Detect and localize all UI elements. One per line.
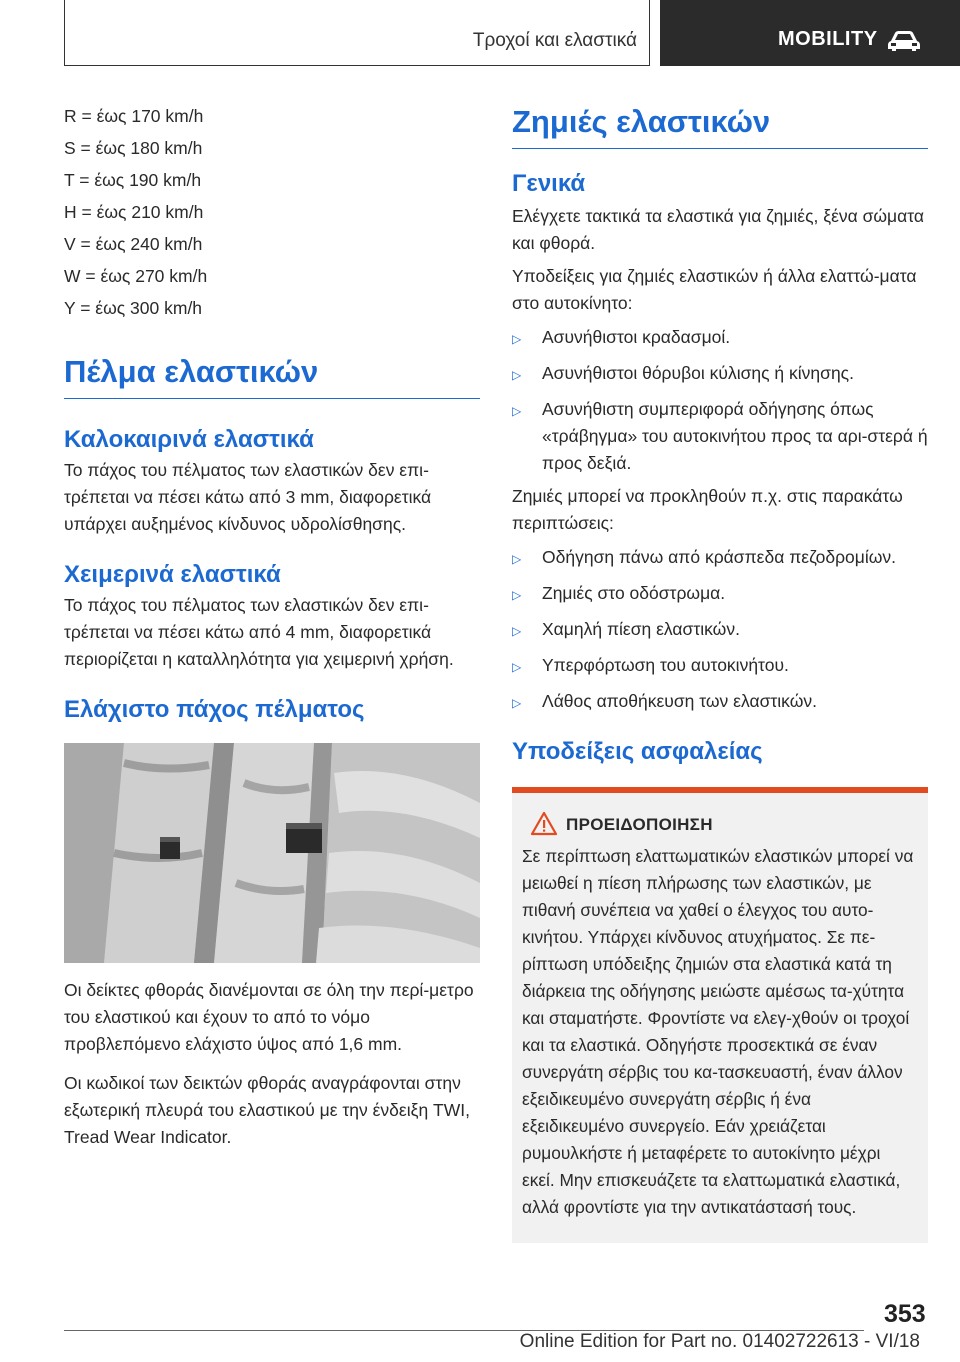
bullet-triangle-icon: ▷: [512, 368, 522, 382]
bullet-triangle-icon: ▷: [512, 404, 522, 418]
list-item: ▷ Χαμηλή πίεση ελαστικών.: [512, 616, 928, 645]
tire-tread-illustration: [64, 743, 480, 963]
speed-rating-w: W = έως 270 km/h: [64, 266, 208, 286]
tread-wear-indicator-photo: [64, 743, 480, 963]
left-column: [64, 100, 480, 1151]
bullet-triangle-icon: ▷: [512, 588, 522, 602]
mobility-tab[interactable]: [660, 0, 960, 66]
edition-footer: Online Edition for Part no. 01402722613 - VI/18: [519, 1331, 920, 1352]
warning-box: [512, 787, 928, 1243]
speed-rating-t: T = έως 190 km/h: [64, 170, 202, 190]
page-number: 353: [884, 1300, 926, 1328]
damage-causes-list: [512, 544, 928, 717]
bullet-triangle-icon: ▷: [512, 552, 522, 566]
car-icon: [886, 29, 922, 53]
warning-text: Σε περίπτωση ελαττωματικών ελαστικών μπορεί να μειωθεί η πίεση πλήρωσης των ελαστικών, με πιθανή συνέπεια να χαθεί ο έλεγχος του αυτο-κινήτου. Υπάρχει κίνδυνος ατυχήματος. Σε πε-ρίπτωση υπόδειξης ζημιών στα ελαστικά κατά τη διάρκεια της οδήγησης μειώστε αμέσως τα-χύτητα και σταματήστε. Φροντίστε να ελεγ-χθούν οι τροχοί και τα ελαστικά. Οδηγήστε προσεκτικά σε έναν συνεργάτη σέρβις του κα-τασκευαστή, έναν άλλον εξειδικευμένο συνεργάτη σέρβις ή ένα εξειδικευμένο συνεργείο. Εάν χρειάζεται ρυμουλκήστε ή μεταφέρετε το αυτοκίνητο μέχρι εκεί. Μην επισκευάζετε τα ελαττωματικά ελαστικά, αλλά φροντίστε για την αντικατάστασή τους.: [522, 846, 914, 1217]
winter-tires-text: Το πάχος του πέλματος των ελαστικών δεν επι-τρέπεται να πέσει κάτω από 4 mm, διαφορετικά περιορίζεται η καταλληλότητα για χειμερινή χρήση.: [64, 595, 454, 669]
tread-heading: Πέλμα ελαστικών: [64, 352, 480, 399]
summer-tires-heading: Καλοκαιρινά ελαστικά: [64, 426, 314, 453]
mobility-tab-label: MOBILITY: [778, 28, 878, 50]
section-title: Τροχοί και ελαστικά: [472, 30, 637, 51]
general-text-1: Ελέγχετε τακτικά τα ελαστικά για ζημιές, ξένα σώματα και φθορά.: [512, 206, 925, 253]
general-heading: Γενικά: [512, 170, 586, 197]
safety-notes-heading: Υποδείξεις ασφαλείας: [512, 738, 763, 765]
speed-rating-s: S = έως 180 km/h: [64, 138, 203, 158]
speed-rating-h: H = έως 210 km/h: [64, 202, 204, 222]
list-item: ▷ Οδήγηση πάνω από κράσπεδα πεζοδρομίων.: [512, 544, 928, 573]
bullet-triangle-icon: ▷: [512, 332, 522, 346]
list-item: ▷ Υπερφόρτωση του αυτοκινήτου.: [512, 652, 928, 681]
warning-title: ΠΡΟΕΙΔΟΠΟΙΗΣΗ: [566, 815, 713, 834]
twi-text: Οι κωδικοί των δεικτών φθοράς αναγράφονται στην εξωτερική πλευρά του ελαστικού με την ένδειξη TWI, Tread Wear Indicator.: [64, 1073, 470, 1147]
warning-header: [522, 815, 914, 835]
list-item: ▷ Ασυνήθιστοι θόρυβοι κύλισης ή κίνησης.: [512, 360, 928, 389]
tire-damage-heading: Ζημιές ελαστικών: [512, 102, 928, 149]
bullet-triangle-icon: ▷: [512, 624, 522, 638]
warning-triangle-icon: [530, 811, 558, 836]
bullet-triangle-icon: ▷: [512, 660, 522, 674]
list-item: ▷ Ασυνήθιστη συμπεριφορά οδήγησης όπως «τράβηγμα» του αυτοκινήτου προς τα αρι-στερά ή προς δεξιά.: [512, 396, 928, 477]
damage-signs-list: [512, 324, 928, 477]
general-text-2: Υποδείξεις για ζημιές ελαστικών ή άλλα ελαττώ-ματα στο αυτοκίνητο:: [512, 266, 917, 313]
header-frame: [64, 0, 650, 66]
list-item: ▷ Λάθος αποθήκευση των ελαστικών.: [512, 688, 928, 717]
damage-causes-intro: Ζημιές μπορεί να προκληθούν π.χ. στις παρακάτω περιπτώσεις:: [512, 486, 903, 533]
list-item: ▷ Ασυνήθιστοι κραδασμοί.: [512, 324, 928, 353]
right-column: [512, 100, 928, 1243]
wear-indicator-text: Οι δείκτες φθοράς διανέμονται σε όλη την περί-μετρο του ελαστικού και έχουν το από το νόμο προβλεπόμενο ελάχιστο ύψος από 1,6 mm.: [64, 980, 474, 1054]
min-tread-depth-heading: Ελάχιστο πάχος πέλματος: [64, 696, 365, 723]
speed-rating-y: Y = έως 300 km/h: [64, 298, 203, 318]
bullet-triangle-icon: ▷: [512, 696, 522, 710]
speed-rating-r: R = έως 170 km/h: [64, 106, 204, 126]
list-item: ▷ Ζημιές στο οδόστρωμα.: [512, 580, 928, 609]
winter-tires-heading: Χειμερινά ελαστικά: [64, 561, 281, 588]
speed-rating-v: V = έως 240 km/h: [64, 234, 203, 254]
speed-rating-list: [64, 100, 480, 324]
summer-tires-text: Το πάχος του πέλματος των ελαστικών δεν επι-τρέπεται να πέσει κάτω από 3 mm, διαφορετικά υπάρχει αυξημένος κίνδυνος υδρολίσθησης.: [64, 460, 432, 534]
